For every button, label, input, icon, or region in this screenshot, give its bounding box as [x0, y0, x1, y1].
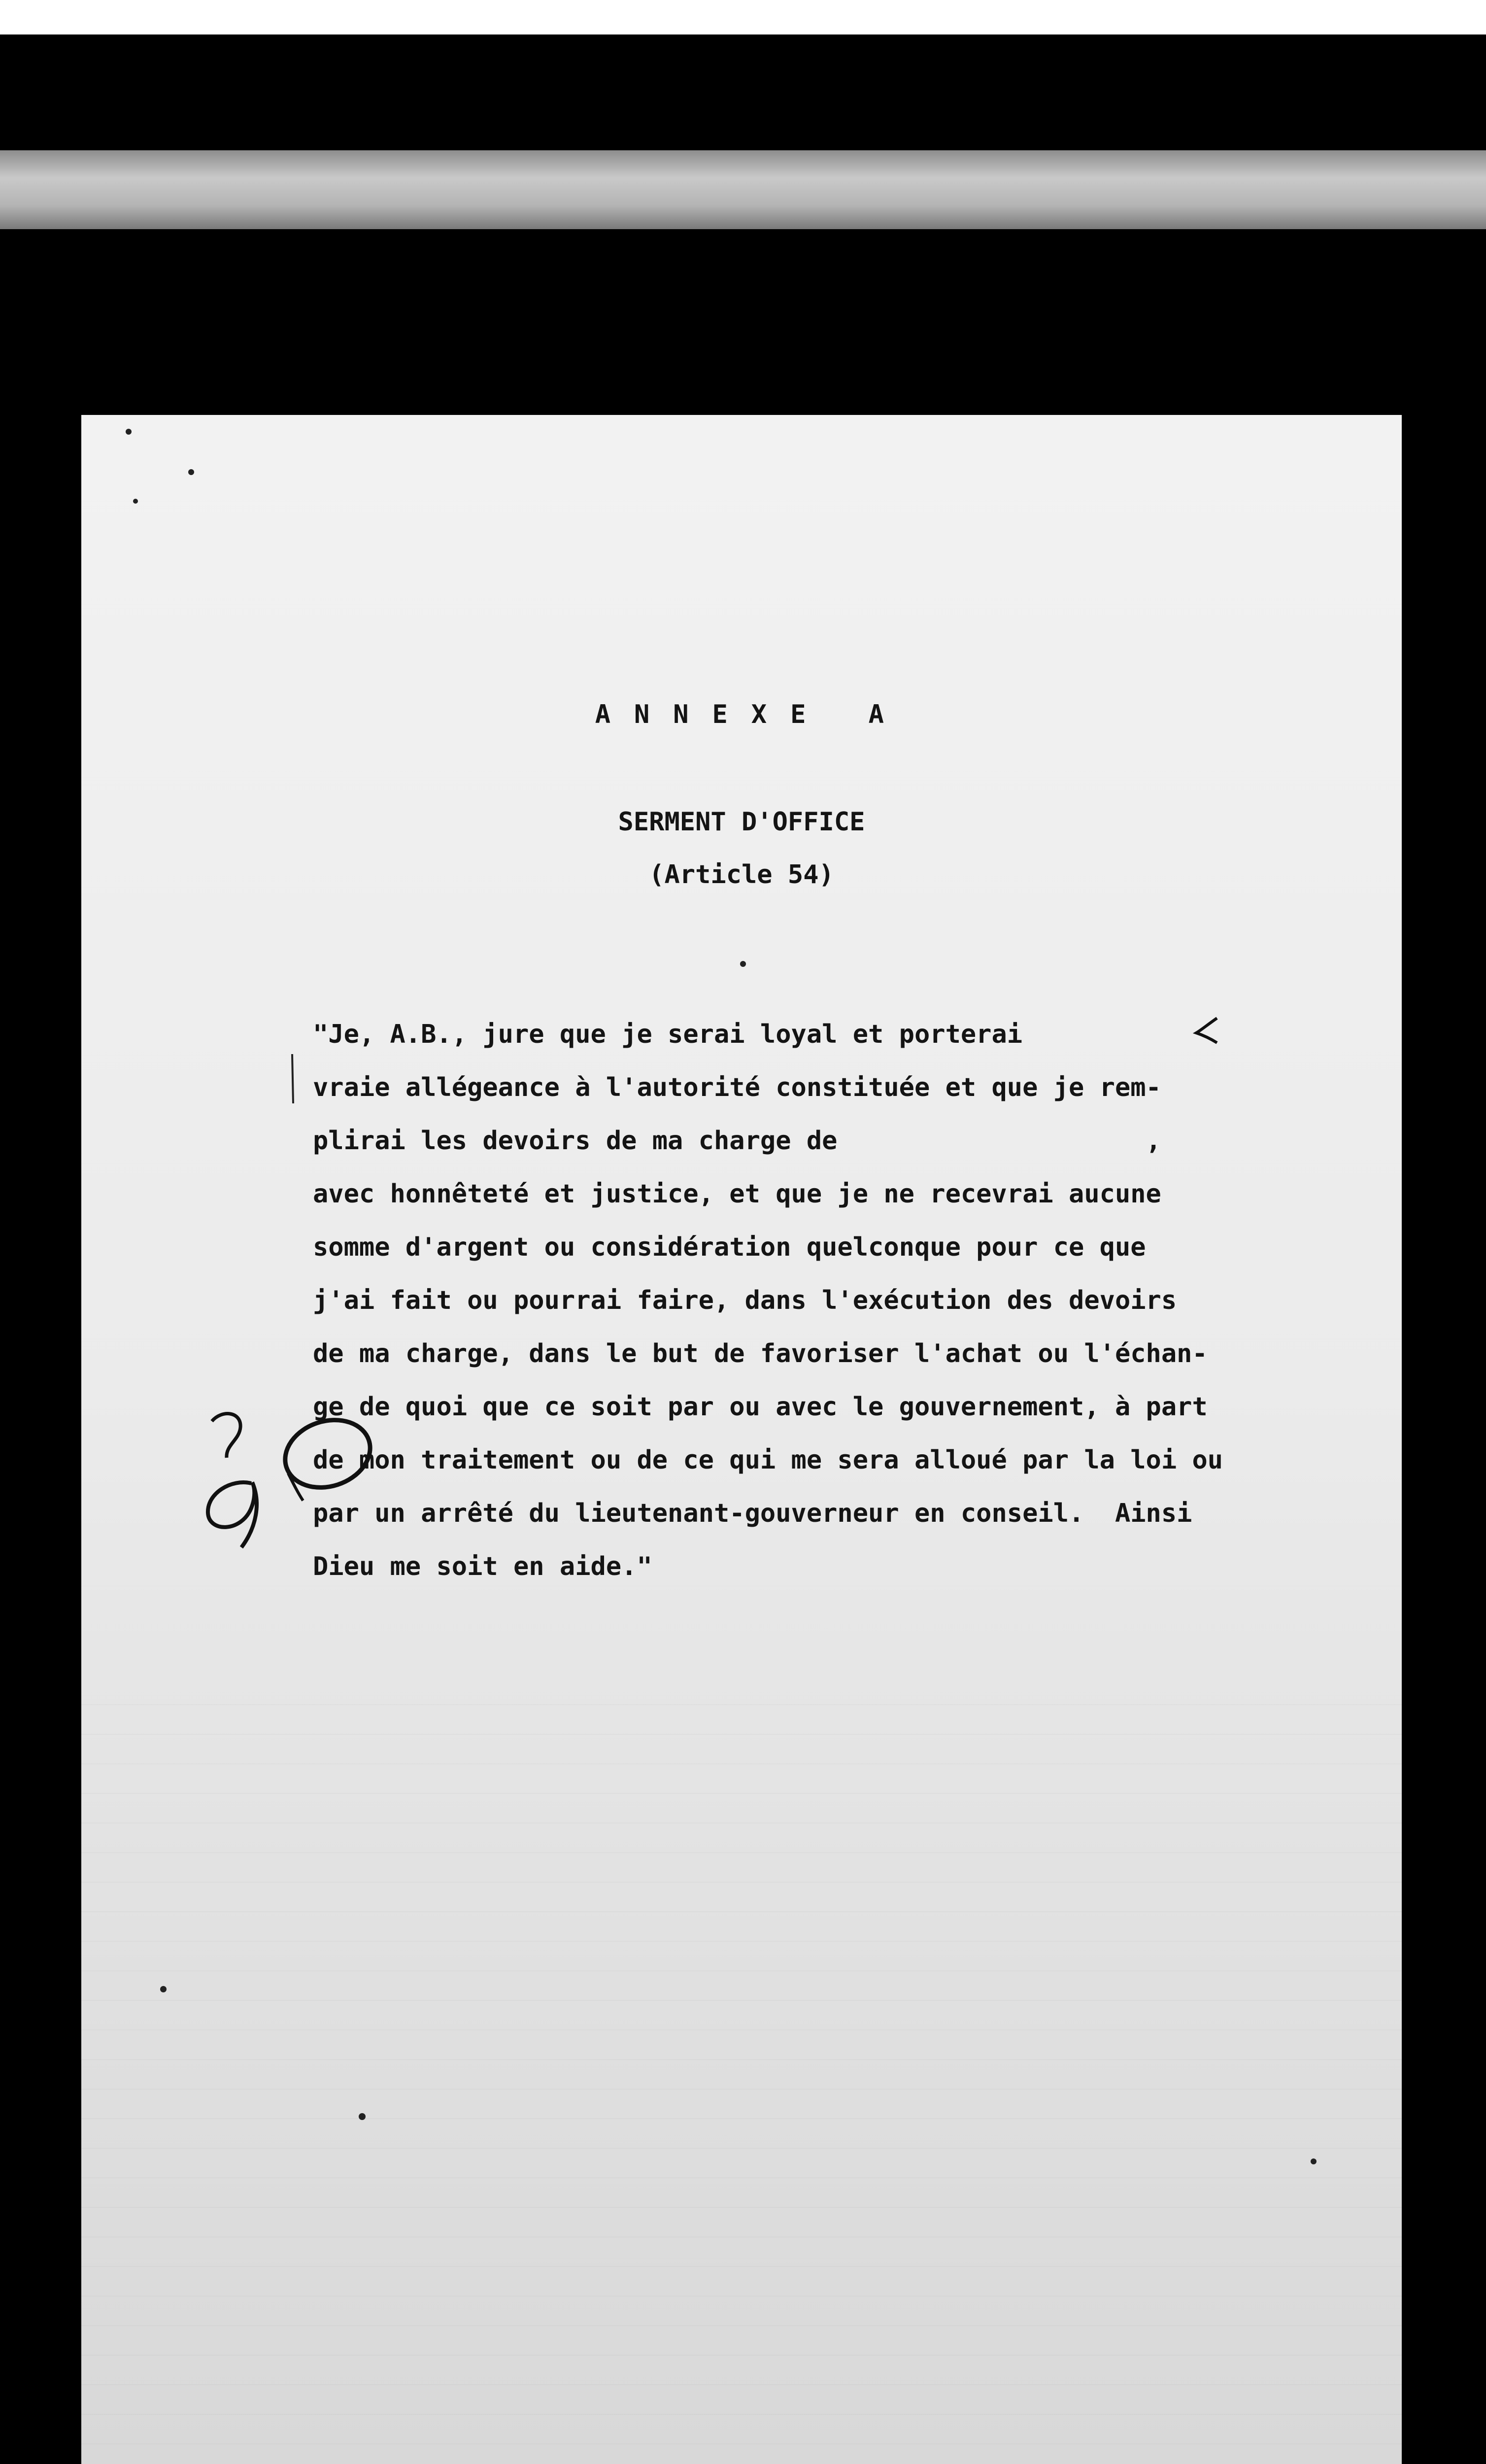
- oath-line: ge de quoi que ce soit par ou avec le gouvernement, à part: [313, 1392, 1208, 1422]
- oath-line: de mon traitement ou de ce qui me sera alloué par la loi ou: [313, 1445, 1223, 1475]
- oath-line: Dieu me soit en aide.": [313, 1552, 652, 1581]
- oath-line: plirai les devoirs de ma charge de ,: [313, 1126, 1161, 1156]
- annex-title: A N N E X E A: [595, 700, 888, 729]
- speck: [359, 2113, 366, 2120]
- speck: [188, 469, 194, 475]
- top-margin: [0, 0, 1486, 34]
- film-edge-top: [0, 150, 1486, 229]
- oath-title: SERMENT D'OFFICE: [618, 807, 865, 837]
- speck: [740, 961, 746, 967]
- speck: [126, 429, 132, 435]
- speck: [133, 499, 138, 504]
- article-reference: (Article 54): [649, 860, 834, 890]
- oath-line: "Je, A.B., jure que je serai loyal et porterai: [313, 1020, 1023, 1049]
- oath-line: somme d'argent ou considération quelconque pour ce que: [313, 1232, 1146, 1262]
- oath-text: [313, 1008, 1377, 1593]
- speck: [1311, 2158, 1317, 2164]
- speck: [160, 1986, 167, 1992]
- oath-line: par un arrêté du lieutenant-gouverneur en conseil. Ainsi: [313, 1499, 1192, 1528]
- oath-line: j'ai fait ou pourrai faire, dans l'exécution des devoirs: [313, 1286, 1177, 1315]
- oath-line: vraie allégeance à l'autorité constituée et que je rem-: [313, 1073, 1161, 1102]
- oath-line: de ma charge, dans le but de favoriser l'achat ou l'échan-: [313, 1339, 1208, 1369]
- oath-line: avec honnêteté et justice, et que je ne recevrai aucune: [313, 1179, 1161, 1209]
